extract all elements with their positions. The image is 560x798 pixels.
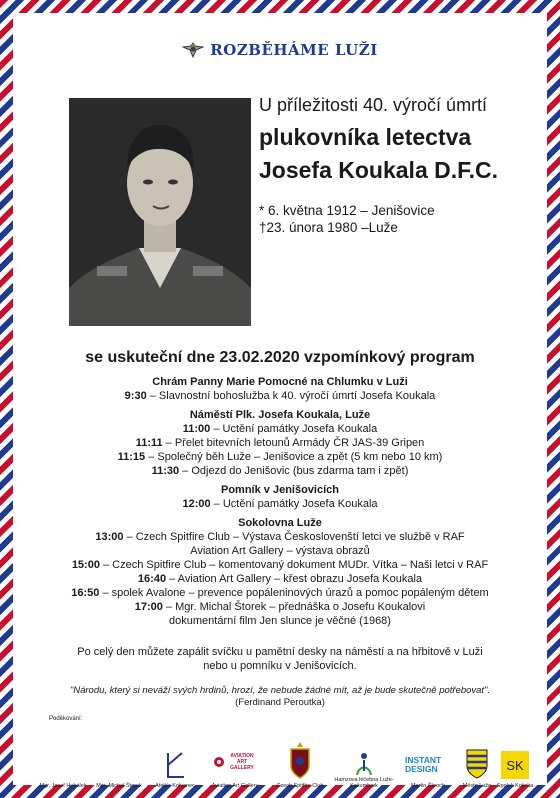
quote-text: "Národu, který si neváží svých hrdinů, hrozí, že nebude žádné mít, až je bude skutečně potřebovat". [69,685,491,696]
sponsor-item [201,753,269,789]
program-time: 12:00 [182,498,211,510]
candle-note [53,645,507,673]
program-item [13,389,547,403]
design-logo-text: DESIGN [405,764,438,774]
sponsor-item [399,755,457,789]
program-desc: – Czech Spitfire Club – komentovaný dokument MUDr. Vítka – Naši letci v RAF [99,559,489,571]
sponsor-item [459,783,495,789]
sponsor-item [149,783,201,789]
program-time: 13:00 [95,531,124,543]
program-desc: – Společný běh Luže – Jenišovice a zpět (5 km nebo 10 km) [145,451,443,463]
venue-square: Náměstí Plk. Josefa Koukala, Luže [189,409,371,421]
portrait-photo [69,98,251,326]
program-item [13,436,547,450]
program-desc: – Czech Spitfire Club – Výstava Českoslovenští letci ve službě v RAF [123,531,465,543]
intro-name: Josefa Koukala D.F.C. [259,157,499,183]
sponsor-item [495,757,535,789]
program-item [13,558,547,572]
poster-content [13,13,547,789]
sponsor-name: Czech Spitfire Club [276,783,324,789]
program-desc: – Uctění památky Josefa Koukala [210,423,378,435]
program-desc: – Mgr. Michal Štorek – přednáška o Josefu Koukalovi [162,601,426,613]
venue-church: Chrám Panny Marie Pomocné na Chlumku v Luži [152,376,408,388]
program-item [13,572,547,586]
sponsor-name: Hamzova léčebna Luže-Košumberk [334,777,394,789]
intro-occasion: U příležitosti 40. výročí úmrtí [259,95,488,115]
sponsor-item [35,783,91,789]
program-item [13,497,547,511]
aag-logo-text: AVIATION ART GALLERY [230,753,254,771]
program-item [13,600,547,614]
program-desc: – spolek Avalone – prevence popáleninových úrazů a pomoc popáleným dětem [99,587,489,599]
program-item [13,422,547,436]
program-time: 11:00 [182,423,211,435]
brand-header [13,39,547,61]
sponsor-item [91,783,147,789]
program-time: 17:00 [134,601,163,613]
program-time: 15:00 [71,559,100,571]
intro-block [259,95,544,236]
program-headline: se uskuteční dne 23.02.2020 vzpomínkový program [85,349,475,366]
program-desc: – Přelet bitevních letounů Armády ČR JAS-39 Gripen [162,437,425,449]
sponsor-name: Mgr. Josef Hubálek [39,783,87,789]
sponsor-row [35,731,535,789]
program-time: 9:30 [124,390,147,402]
winged-emblem-icon [182,39,204,61]
sponsor-name: Spolek Kojinka [496,783,534,789]
quote [43,685,517,709]
hamzova-lecebna-logo-icon [353,751,375,777]
program-time: 16:40 [137,573,167,585]
program-desc: – Uctění památky Josefa Koukala [210,498,378,510]
thanks-label: Poděkování: [49,716,83,722]
program-item [13,586,547,600]
program-desc: – Aviation Art Gallery – křest obrazu Josefa Koukala [166,573,423,585]
life-dates [259,202,544,236]
program-schedule [13,375,547,628]
candle-note-line: Po celý den můžete zapálit svíčku u pamětní desky na náměstí a na hřbitově v Luži [77,646,483,658]
aviation-art-gallery-logo-icon [213,753,257,771]
brand-name: ROZBĚHÁME LUŽI [210,41,378,59]
program-item [13,530,547,544]
venue-sokolovna: Sokolovna Luže [238,517,322,529]
intro-rank: plukovníka letectva [259,124,472,150]
program-time: 11:11 [135,437,163,449]
death-date: †23. února 1980 –Luže [259,220,398,235]
program-item [13,450,547,464]
sponsor-name: Ateliér Kolvanec [155,783,195,789]
sponsor-name: Mgr. Michal Štorek [96,783,142,789]
sk-logo-text: SK [506,757,524,773]
program-desc: – Odjezd do Jenišovic (bus zdarma tam i zpět) [179,465,409,477]
program-item-continued: dokumentární film Jen slunce je věčné (1968) [169,615,391,627]
instant-logo-text: INSTANT [405,755,442,765]
program-item [13,464,547,478]
spitfire-club-badge-icon [288,740,312,780]
kolvanec-logo-icon [165,751,187,779]
luze-coat-of-arms-icon [465,748,489,780]
sponsor-item [271,783,329,789]
program-desc: – Slavnostní bohoslužba k 40. výročí úmrtí Josefa Koukala [146,390,436,402]
program-time: 11:15 [117,451,146,463]
program-item-continued: Aviation Art Gallery – výstava obrazů [190,545,370,557]
sponsor-item [329,777,399,789]
quote-author: (Ferdinand Peroutka) [235,697,325,708]
instant-design-logo-icon [405,756,441,774]
sponsor-name: Martin Škroch [411,783,445,789]
sponsor-name: Město Luže [462,783,492,789]
program-time: 16:50 [71,587,100,599]
venue-monument: Pomník v Jenišovicích [221,484,339,496]
sponsor-name: Aviation Art Gallery [211,783,259,789]
sk-logo-icon [501,751,529,779]
program-time: 11:30 [151,465,180,477]
candle-note-line: nebo u pomníku v Jenišovicích. [203,660,357,672]
birth-date: * 6. května 1912 – Jenišovice [259,203,435,218]
